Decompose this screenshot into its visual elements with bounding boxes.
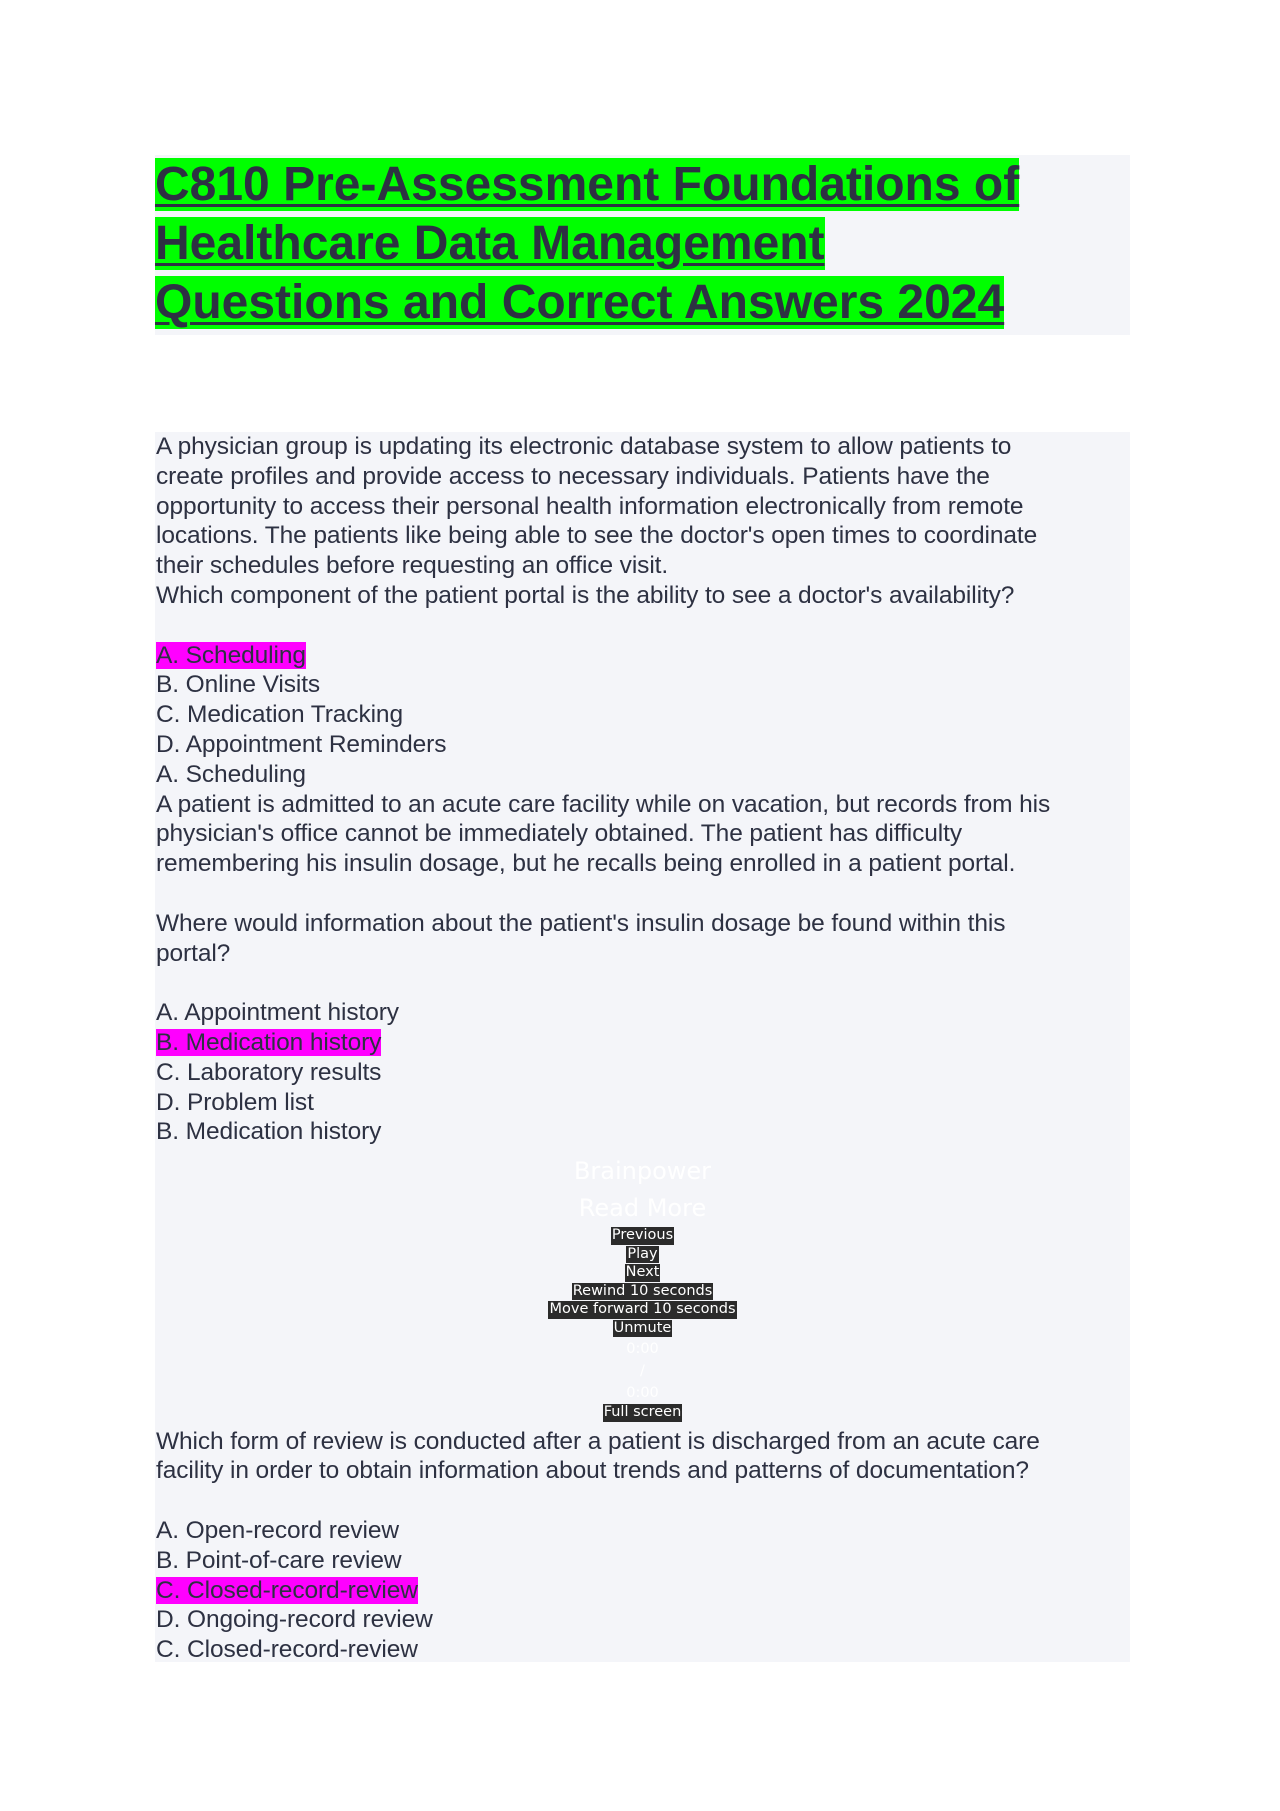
highlighted-answer: B. Medication history xyxy=(156,1028,382,1056)
content-block xyxy=(155,432,1130,1662)
option-c xyxy=(156,1576,1130,1606)
option-b xyxy=(156,1028,1130,1058)
option-d: D. Appointment Reminders xyxy=(156,730,447,758)
answer-line: A. Scheduling xyxy=(156,760,306,788)
read-more-link[interactable]: Read More xyxy=(578,1194,707,1223)
question-text: remembering his insulin dosage, but he recalls being enrolled in a patient portal. xyxy=(156,850,1016,878)
question-text: opportunity to access their personal health information electronically from remote xyxy=(156,492,1024,520)
title-line-3: Questions and Correct Answers 2024 xyxy=(155,276,1005,329)
next-button[interactable]: Next xyxy=(625,1264,660,1281)
question-1 xyxy=(155,432,1130,790)
option-c: C. Laboratory results xyxy=(156,1058,382,1086)
video-player xyxy=(155,1153,1130,1423)
answer-line: B. Medication history xyxy=(156,1118,382,1146)
option-c: C. Medication Tracking xyxy=(156,701,403,729)
question-text: Which form of review is conducted after a patient is discharged from an acute care xyxy=(156,1427,1040,1455)
play-button[interactable]: Play xyxy=(627,1245,658,1262)
question-text: facility in order to obtain information about trends and patterns of documentation? xyxy=(156,1457,1029,1485)
highlighted-answer: C. Closed-record-review xyxy=(156,1576,418,1604)
question-text: their schedules before requesting an office visit. xyxy=(156,552,669,580)
title-line-1: C810 Pre-Assessment Foundations of xyxy=(155,158,1020,211)
question-text: Which component of the patient portal is the ability to see a doctor's availability? xyxy=(156,581,1015,609)
current-time: 0:00 xyxy=(626,1341,659,1358)
option-d: D. Ongoing-record review xyxy=(156,1606,433,1634)
question-text: physician's office cannot be immediately obtained. The patient has difficulty xyxy=(156,820,962,848)
question-text: A patient is admitted to an acute care facility while on vacation, but records from his xyxy=(156,790,1051,818)
highlighted-answer: A. Scheduling xyxy=(156,641,306,669)
question-text: locations. The patients like being able to see the doctor's open times to coordinate xyxy=(156,522,1038,550)
question-text: Where would information about the patient's insulin dosage be found within this xyxy=(156,909,1006,937)
option-b: B. Online Visits xyxy=(156,671,321,699)
fullscreen-button[interactable]: Full screen xyxy=(603,1404,682,1421)
question-3 xyxy=(155,1427,1130,1665)
title-line-2: Healthcare Data Management xyxy=(155,217,825,270)
question-text: portal? xyxy=(156,939,231,967)
question-text: create profiles and provide access to necessary individuals. Patients have the xyxy=(156,462,990,490)
option-a xyxy=(156,641,1130,671)
option-b: B. Point-of-care review xyxy=(156,1546,402,1574)
unmute-button[interactable]: Unmute xyxy=(613,1319,672,1336)
forward-button[interactable]: Move forward 10 seconds xyxy=(549,1301,736,1318)
answer-line: C. Closed-record-review xyxy=(156,1636,418,1664)
title-block xyxy=(155,155,1130,335)
option-a: A. Appointment history xyxy=(156,999,399,1027)
player-brand: Brainpower xyxy=(573,1157,712,1186)
question-text: A physician group is updating its electronic database system to allow patients to xyxy=(156,433,1012,460)
option-d: D. Problem list xyxy=(156,1088,314,1116)
document-title xyxy=(155,155,1130,332)
rewind-button[interactable]: Rewind 10 seconds xyxy=(572,1282,713,1299)
duration: 0:00 xyxy=(626,1385,659,1402)
previous-button[interactable]: Previous xyxy=(611,1227,674,1244)
option-a: A. Open-record review xyxy=(156,1517,399,1545)
time-separator: / xyxy=(640,1363,645,1380)
question-2 xyxy=(155,790,1130,1148)
